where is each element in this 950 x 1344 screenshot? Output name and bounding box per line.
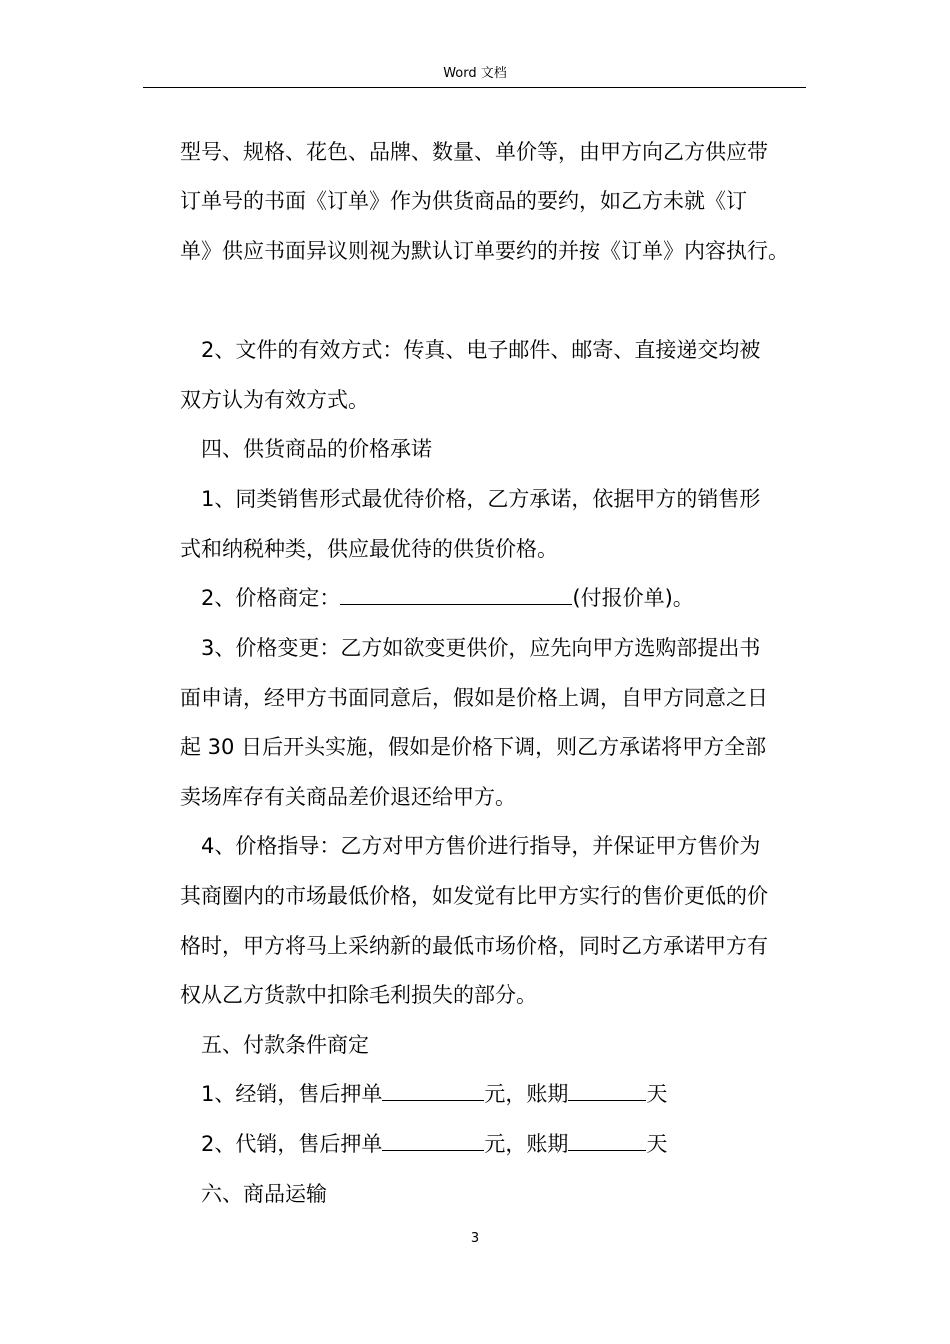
price-agreement-line — [201, 584, 694, 612]
paragraph-line: 型号、规格、花色、品牌、数量、单价等，由甲方向乙方供应带 — [180, 140, 768, 164]
header-divider — [143, 87, 806, 88]
payment-label: 1、经销，售后押单 — [201, 1082, 383, 1106]
payment-line-agency-sale — [201, 1130, 667, 1158]
price-agreement-suffix: (付报价单)。 — [572, 586, 694, 610]
section-heading: 四、供货商品的价格承诺 — [201, 437, 432, 461]
paragraph-line: 3、价格变更：乙方如欲变更供价，应先向甲方选购部提出书 — [201, 636, 761, 660]
deposit-blank-field — [382, 1130, 484, 1151]
paragraph-line: 双方认为有效方式。 — [180, 388, 369, 412]
payment-mid: 元，账期 — [484, 1132, 569, 1156]
section-heading: 六、商品运输 — [201, 1182, 327, 1206]
paragraph-line: 面申请，经甲方书面同意后，假如是价格上调，自甲方同意之日 — [180, 686, 768, 710]
payment-line-consignment-sale — [201, 1080, 667, 1108]
paragraph-line: 其商圈内的市场最低价格，如发觉有比甲方实行的售价更低的价 — [180, 884, 768, 908]
payment-suffix: 天 — [646, 1132, 668, 1156]
payment-suffix: 天 — [646, 1082, 668, 1106]
paragraph-line: 格时，甲方将马上采纳新的最低市场价格，同时乙方承诺甲方有 — [180, 934, 768, 958]
paragraph-line: 4、价格指导：乙方对甲方售价进行指导，并保证甲方售价为 — [201, 834, 761, 858]
page-number: 3 — [470, 1231, 480, 1246]
paragraph-line: 权从乙方货款中扣除毛利损失的部分。 — [180, 983, 537, 1007]
paragraph-line: 订单号的书面《订单》作为供货商品的要约，如乙方未就《订 — [180, 189, 747, 213]
paragraph-line: 卖场库存有关商品差价退还给甲方。 — [180, 785, 516, 809]
price-agreement-label: 2、价格商定： — [201, 586, 341, 610]
paragraph-line: 式和纳税种类，供应最优待的供货价格。 — [180, 537, 558, 561]
payment-mid: 元，账期 — [484, 1082, 569, 1106]
term-blank-field — [568, 1080, 646, 1101]
paragraph-line: 单》供应书面异议则视为默认订单要约的并按《订单》内容执行。 — [180, 239, 789, 263]
section-heading: 五、付款条件商定 — [201, 1033, 369, 1057]
price-blank-field — [340, 584, 572, 605]
header-title: Word 文档 — [443, 66, 507, 81]
deposit-blank-field — [382, 1080, 484, 1101]
paragraph-line: 2、文件的有效方式：传真、电子邮件、邮寄、直接递交均被 — [201, 338, 761, 362]
paragraph-line: 起 30 日后开头实施，假如是价格下调，则乙方承诺将甲方全部 — [180, 735, 767, 759]
term-blank-field — [568, 1130, 646, 1151]
payment-label: 2、代销，售后押单 — [201, 1132, 383, 1156]
paragraph-line: 1、同类销售形式最优待价格，乙方承诺，依据甲方的销售形 — [201, 487, 761, 511]
